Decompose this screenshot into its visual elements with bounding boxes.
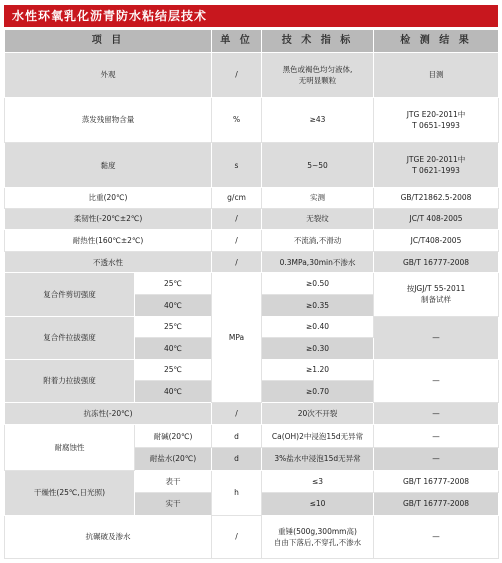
spec-cell: 20次不开裂	[262, 402, 374, 425]
spec-cell: 重锤(500g,300mm高) 自由下落后,不穿孔,不渗水	[262, 515, 374, 558]
unit-cell: /	[212, 230, 262, 252]
spec-cell: 3%盐水中浸泡15d无异常	[262, 447, 374, 470]
spec-cell: ≥0.50	[262, 273, 374, 295]
table-row	[5, 470, 499, 493]
unit-cell: d	[212, 425, 262, 448]
item-cell: 复合件剪切强度	[5, 273, 135, 316]
sub-item-cell: 耐盐水(20℃)	[135, 447, 212, 470]
sub-item-cell: 表干	[135, 470, 212, 493]
table-row	[5, 251, 499, 273]
header-spec: 技 术 指 标	[262, 30, 374, 53]
result-cell: —	[374, 425, 499, 448]
table-row	[5, 230, 499, 252]
result-cell: 目测	[374, 52, 499, 97]
spec-cell: ≤3	[262, 470, 374, 493]
result-cell: GB/T 16777-2008	[374, 251, 499, 273]
header-item: 项 目	[5, 30, 212, 53]
result-cell: —	[374, 359, 499, 402]
table-row	[5, 142, 499, 187]
item-cell: 蒸发残留物含量	[5, 97, 212, 142]
spec-cell: ≤10	[262, 493, 374, 516]
unit-cell: g/cm	[212, 188, 262, 209]
unit-cell: %	[212, 97, 262, 142]
table-row	[5, 97, 499, 142]
spec-cell: 黑色或褐色均匀液体, 无明显颗粒	[262, 52, 374, 97]
item-cell: 抗冻性(-20℃)	[5, 402, 212, 425]
sub-item-cell: 实干	[135, 493, 212, 516]
header-unit: 单 位	[212, 30, 262, 53]
item-cell: 复合件拉拔强度	[5, 316, 135, 359]
spec-table	[4, 29, 499, 559]
item-cell: 比重(20℃)	[5, 188, 212, 209]
spec-cell: ≥1.20	[262, 359, 374, 381]
temp-cell: 25℃	[135, 316, 212, 338]
unit-cell: s	[212, 142, 262, 187]
result-cell: JTG E20-2011中 T 0651-1993	[374, 97, 499, 142]
table-row	[5, 515, 499, 558]
temp-cell: 40℃	[135, 338, 212, 360]
temp-cell: 25℃	[135, 273, 212, 295]
table-row	[5, 425, 499, 448]
result-cell: GB/T21862.5-2008	[374, 188, 499, 209]
item-cell: 耐热性(160℃±2℃)	[5, 230, 212, 252]
spec-cell: ≥0.35	[262, 294, 374, 316]
result-cell: GB/T 16777-2008	[374, 470, 499, 493]
temp-cell: 40℃	[135, 294, 212, 316]
item-cell: 干燥性(25℃,日光照)	[5, 470, 135, 515]
page-title: 水性环氧乳化沥青防水粘结层技术	[4, 5, 498, 27]
item-cell: 耐腐蚀性	[5, 425, 135, 470]
temp-cell: 25℃	[135, 359, 212, 381]
unit-cell: /	[212, 208, 262, 230]
table-row	[5, 188, 499, 209]
spec-cell: ≥0.70	[262, 381, 374, 403]
spec-cell: 0.3MPa,30min不渗水	[262, 251, 374, 273]
unit-cell: d	[212, 447, 262, 470]
unit-cell: /	[212, 515, 262, 558]
spec-cell: 实测	[262, 188, 374, 209]
unit-cell: h	[212, 470, 262, 515]
unit-cell: MPa	[212, 273, 262, 402]
result-cell: —	[374, 316, 499, 359]
result-cell: 按JGJ/T 55-2011 制备试样	[374, 273, 499, 316]
item-cell: 外观	[5, 52, 212, 97]
result-cell: JTGE 20-2011中 T 0621-1993	[374, 142, 499, 187]
unit-cell: /	[212, 52, 262, 97]
result-cell: —	[374, 447, 499, 470]
spec-cell: ≥43	[262, 97, 374, 142]
spec-cell: 不流淌,不滑动	[262, 230, 374, 252]
unit-cell: /	[212, 402, 262, 425]
sub-item-cell: 耐碱(20℃)	[135, 425, 212, 448]
table-row	[5, 52, 499, 97]
temp-cell: 40℃	[135, 381, 212, 403]
spec-cell: ≥0.30	[262, 338, 374, 360]
result-cell: GB/T 16777-2008	[374, 493, 499, 516]
result-cell: —	[374, 515, 499, 558]
spec-cell: Ca(OH)2中浸泡15d无异常	[262, 425, 374, 448]
unit-cell: /	[212, 251, 262, 273]
header-result: 检 测 结 果	[374, 30, 499, 53]
spec-cell: ≥0.40	[262, 316, 374, 338]
table-row	[5, 402, 499, 425]
spec-cell: 5~50	[262, 142, 374, 187]
item-cell: 黏度	[5, 142, 212, 187]
table-row	[5, 208, 499, 230]
result-cell: JC/T408-2005	[374, 230, 499, 252]
item-cell: 抗碾破及渗水	[5, 515, 212, 558]
table-row	[5, 273, 499, 295]
result-cell: JC/T 408-2005	[374, 208, 499, 230]
result-cell: —	[374, 402, 499, 425]
item-cell: 附着力拉拔强度	[5, 359, 135, 402]
item-cell: 不透水性	[5, 251, 212, 273]
table-header-row	[5, 30, 499, 53]
item-cell: 柔韧性(-20℃±2℃)	[5, 208, 212, 230]
spec-cell: 无裂纹	[262, 208, 374, 230]
